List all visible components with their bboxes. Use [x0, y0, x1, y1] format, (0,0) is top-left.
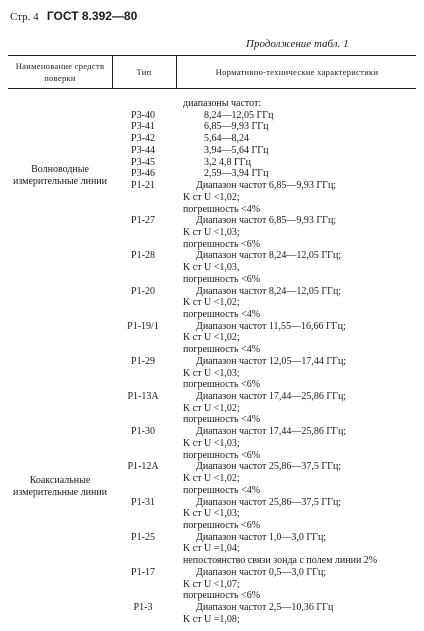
- characteristic-cell: K ст U <1,02;: [183, 473, 240, 484]
- table-row: [0, 532, 424, 544]
- table-header-rule: [8, 88, 416, 89]
- characteristic-cell: Диапазон частот 6,85—9,93 ГГц;: [196, 215, 337, 227]
- table-row: [0, 497, 424, 509]
- table-row: [0, 614, 424, 626]
- table-row: [0, 98, 424, 110]
- table-row: [0, 157, 424, 169]
- characteristic-cell: K ст U <1,03;: [183, 508, 240, 520]
- characteristic-cell: погрешность <6%: [183, 449, 261, 461]
- table-row: [0, 391, 424, 403]
- table-row: [0, 110, 424, 122]
- table-row: [0, 438, 424, 450]
- table-row: [0, 168, 424, 180]
- column-header-instruments: Наименование средств поверки: [15, 61, 105, 83]
- table-row: [0, 590, 424, 602]
- characteristic-cell: Диапазон частот 8,24—12,05 ГГц;: [196, 250, 342, 262]
- table-row: [0, 321, 424, 333]
- table-row: [0, 344, 424, 356]
- type-cell: Р3-45: [131, 156, 155, 168]
- type-cell: Р1-25: [131, 531, 155, 543]
- type-cell: Р1-17: [131, 566, 155, 578]
- characteristic-cell: Диапазон частот 0,5—3,0 ГГц;: [196, 566, 327, 578]
- page-number: Стр. 4: [10, 11, 39, 23]
- characteristic-cell: 6,85—9,93 ГГц: [204, 121, 269, 133]
- type-cell: Р1-19/1: [127, 320, 159, 332]
- characteristic-cell: Диапазон частот 25,86—37,5 ГГц;: [196, 496, 342, 508]
- continuation-label: Продолжение табл. 1: [246, 38, 349, 50]
- table-row: [0, 473, 424, 485]
- type-cell: Р1-12А: [127, 461, 159, 473]
- characteristic-cell: K ст U <1,02;: [183, 191, 240, 203]
- type-cell: Р1-31: [131, 496, 155, 508]
- characteristic-cell: погрешность <6%: [183, 519, 261, 531]
- type-cell: Р1-27: [131, 215, 155, 227]
- type-cell: Р1-29: [131, 355, 155, 367]
- type-cell: Р1-28: [131, 250, 155, 262]
- characteristic-cell: Диапазон частот 12,05—17,44 ГГц;: [196, 355, 347, 367]
- table-row: [0, 379, 424, 391]
- characteristic-cell: K ст U <1,03,: [183, 262, 240, 274]
- table-row: [0, 262, 424, 274]
- table-row: [0, 450, 424, 462]
- type-cell: Р1-3: [133, 602, 153, 613]
- characteristic-cell: погрешность <6%: [183, 590, 261, 602]
- characteristic-cell: K ст U <1,03;: [183, 226, 240, 238]
- characteristic-cell: K ст U <1,02;: [183, 402, 240, 414]
- type-cell: Р1-21: [131, 180, 155, 191]
- characteristic-cell: Диапазон частот 8,24—12,05 ГГц;: [196, 285, 342, 297]
- characteristic-cell: K ст U <1,03;: [183, 437, 240, 449]
- characteristic-cell: 5,64—8,24: [204, 133, 249, 145]
- table-row: [0, 414, 424, 426]
- characteristic-cell: K ст U =1,08;: [183, 613, 240, 625]
- characteristic-cell: Диапазон частот 17,44—25,86 ГГц;: [196, 391, 347, 402]
- table-row: [0, 192, 424, 204]
- table-row: [0, 332, 424, 344]
- table-row: [0, 145, 424, 157]
- table-row: [0, 274, 424, 286]
- characteristic-cell: непостоянство связи зонда с полем линии 2%: [183, 555, 378, 567]
- characteristic-cell: K ст U <1,02;: [183, 332, 240, 344]
- table-row: [0, 368, 424, 380]
- characteristic-cell: Диапазон частот 6,85—9,93 ГГц;: [196, 180, 337, 191]
- type-cell: Р1-30: [131, 426, 155, 438]
- type-cell: Р3-40: [131, 109, 155, 121]
- table-row: [0, 286, 424, 298]
- table-row: [0, 227, 424, 239]
- group-waveguide-lines: Волноводные измерительные линии: [12, 164, 108, 187]
- table-row: [0, 426, 424, 438]
- type-cell: Р3-41: [131, 121, 155, 133]
- table-row: [0, 297, 424, 309]
- characteristic-cell: погрешность <4%: [183, 203, 261, 215]
- column-header-characteristics: Нормативно-технические характеристики: [215, 67, 379, 77]
- characteristic-cell: Диапазон частот 2,5—10,36 ГГц: [196, 602, 334, 613]
- table-row: [0, 309, 424, 321]
- table-row: [0, 520, 424, 532]
- characteristic-cell: 3,2 4,8 ГГц: [204, 156, 251, 168]
- group-coaxial-lines: Коаксиальные измерительные линии: [12, 475, 108, 498]
- table-row: [0, 508, 424, 520]
- characteristic-cell: Диапазон частот 17,44—25,86 ГГц;: [196, 426, 347, 438]
- table-row: [0, 250, 424, 262]
- characteristic-cell: погрешность <6%: [183, 238, 261, 250]
- column-divider: [176, 55, 177, 89]
- table-row: [0, 215, 424, 227]
- characteristic-cell: K ст U <1,07;: [183, 578, 240, 590]
- characteristic-cell: погрешность <4%: [183, 309, 261, 320]
- characteristic-cell: погрешность <4%: [183, 414, 261, 426]
- characteristic-cell: K ст U <1,03;: [183, 367, 240, 379]
- characteristic-cell: погрешность <6%: [183, 273, 261, 285]
- table-row: [0, 602, 424, 614]
- characteristic-cell: диапазоны частот:: [183, 98, 262, 109]
- table-row: [0, 485, 424, 497]
- table-row: [0, 133, 424, 145]
- table-row: [0, 461, 424, 473]
- type-cell: Р1-13А: [127, 391, 159, 402]
- type-cell: Р3-42: [131, 133, 155, 145]
- table-row: [0, 239, 424, 251]
- type-cell: Р3-44: [131, 144, 155, 156]
- characteristic-cell: 2,59—3,94 ГГц: [204, 168, 269, 180]
- table-row: [0, 567, 424, 579]
- column-divider: [112, 55, 113, 89]
- characteristic-cell: 3,94—5,64 ГГц: [204, 144, 269, 156]
- table-row: [0, 204, 424, 216]
- table-row: [0, 356, 424, 368]
- table-top-rule: [8, 55, 416, 56]
- characteristic-cell: погрешность <6%: [183, 379, 261, 391]
- characteristic-cell: Диапазон частот 11,55—16,66 ГГц;: [196, 320, 346, 332]
- characteristic-cell: Диапазон частот 1,0—3,0 ГГц;: [196, 531, 327, 543]
- table-row: [0, 555, 424, 567]
- table-row: [0, 543, 424, 555]
- gost-number: ГОСТ 8.392—80: [46, 9, 138, 23]
- column-header-type: Тип: [136, 67, 152, 77]
- characteristic-cell: погрешность <4%: [183, 344, 261, 356]
- table-row: [0, 180, 424, 192]
- table-row: [0, 579, 424, 591]
- characteristic-cell: погрешность <4%: [183, 484, 261, 496]
- characteristic-cell: Диапазон частот 25,86—37,5 ГГц;: [196, 461, 342, 473]
- characteristic-cell: K ст U =1,04;: [183, 543, 240, 555]
- table-row: [0, 121, 424, 133]
- table-row: [0, 403, 424, 415]
- type-cell: Р3-46: [131, 168, 155, 180]
- characteristic-cell: K ст U <1,02;: [183, 297, 240, 309]
- type-cell: Р1-20: [131, 285, 155, 297]
- page-header: [10, 9, 137, 23]
- characteristic-cell: 8,24—12,05 ГГц: [204, 109, 274, 121]
